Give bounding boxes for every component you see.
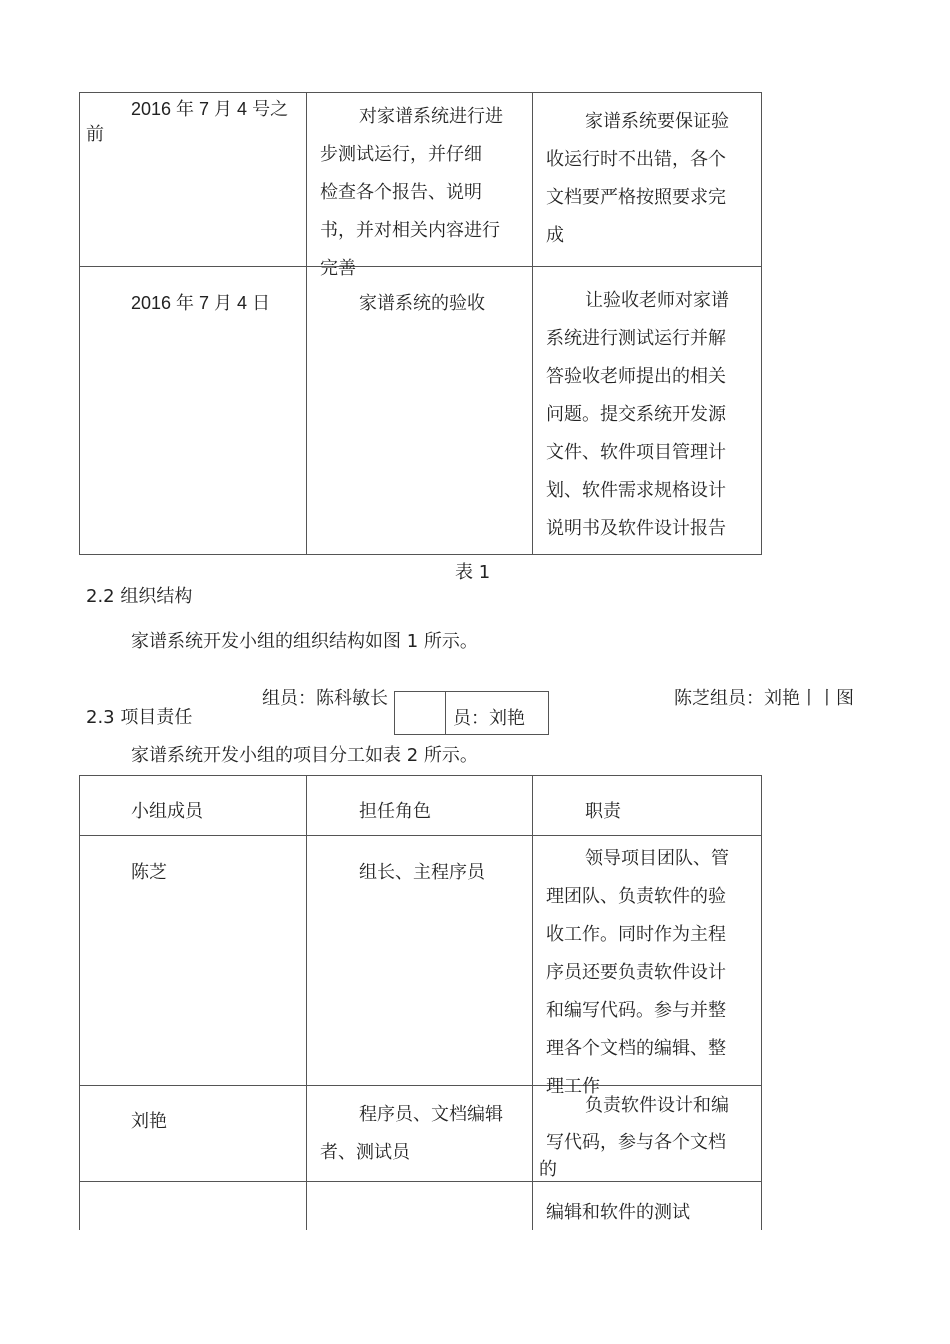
table2-header-role: 担任角色 [359,801,431,822]
org-chart-box-text: 员：刘艳 [453,708,525,729]
table1-caption: 表 1 [455,562,491,583]
table1-border-right [761,92,762,555]
table2-row3-duty: 编辑和软件的测试 [546,1202,690,1223]
table2-header-member: 小组成员 [131,801,203,822]
table1-row1-date: 2016 年 7 月 4 号之 [131,99,289,119]
table2-row2-member: 刘艳 [131,1111,167,1132]
table2-row1-member: 陈芝 [131,862,167,883]
section-2-2-paragraph: 家谱系统开发小组的组织结构如图 1 所示。 [131,631,478,652]
section-2-2-heading: 2.2 组织结构 [86,586,193,607]
table1-row1-content: 对家谱系统进行进 步测试运行，并仔细 检查各个报告、说明 书，并对相关内容进行 完善 [320,106,503,279]
table2-border-right [761,775,762,1230]
table1-row2-content: 家谱系统的验收 [359,293,485,314]
table2-row-divider-1 [79,1085,762,1086]
table2-border-top [79,775,762,776]
org-chart-box [394,691,549,735]
section-2-3-heading: 2.3 项目责任 [86,707,193,728]
table1-border-left [79,92,80,555]
org-chart-text-left: 组员：陈科敏长 [262,688,388,709]
table1-row1-date-cont: 前 [86,124,104,145]
table2-row1-role: 组长、主程序员 [359,862,485,883]
table2-header-duty: 职责 [585,801,621,822]
table2-col-divider-1 [306,775,307,1230]
table1-col-divider-2 [532,92,533,555]
table2-row-divider-2 [79,1181,762,1182]
table1-row2-date: 2016 年 7 月 4 日 [131,293,271,313]
table2-row1-duty: 领导项目团队、管 理团队、负责软件的验 收工作。同时作为主程 序员还要负责软件设计 和编写代码。参与并整 理各个文档的编辑、整 理工作 [546,848,729,1097]
org-chart-text-right: 陈芝组员：刘艳丨丨图 [674,688,854,709]
table1-border-bottom [79,554,762,555]
table2-border-left [79,775,80,1230]
table1-row-divider [79,266,762,267]
org-chart-box-divider [445,692,446,734]
table1-border-top [79,92,762,93]
table2-header-divider [79,835,762,836]
section-2-3-paragraph: 家谱系统开发小组的项目分工如表 2 所示。 [131,745,478,766]
